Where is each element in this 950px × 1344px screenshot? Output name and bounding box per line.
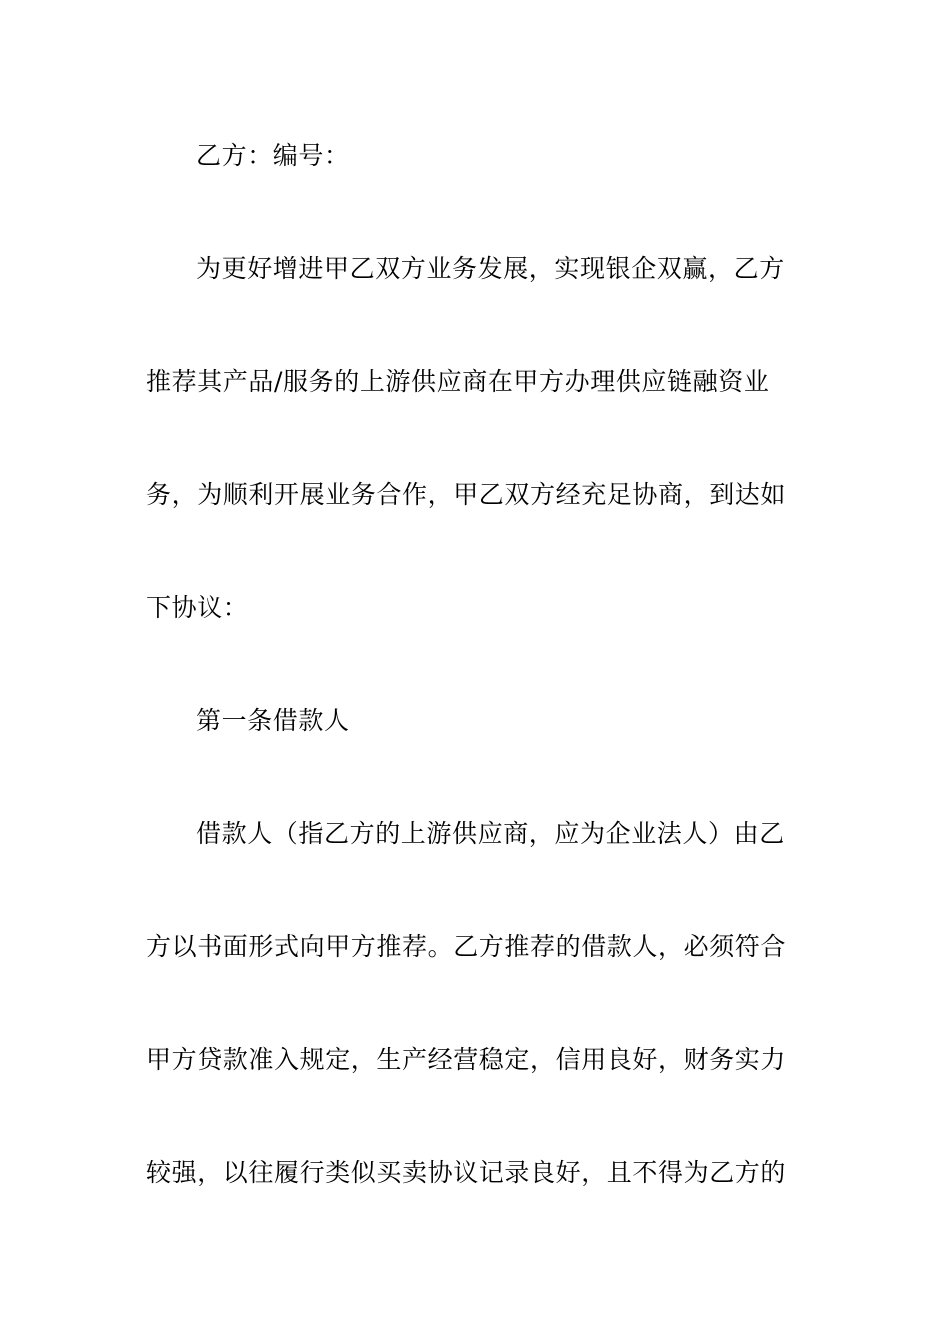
party-b-number-line: 乙方：编号： — [196, 141, 350, 170]
paragraph-intro-line-1: 为更好增进甲乙双方业务发展，实现银企双赢，乙方 — [196, 254, 785, 283]
article-1-line-1: 借款人（指乙方的上游供应商，应为企业法人）由乙 — [196, 819, 785, 848]
article-1-line-3: 甲方贷款准入规定，生产经营稳定，信用良好，财务实力 — [146, 1045, 787, 1074]
article-1-line-4: 较强，以往履行类似买卖协议记录良好，且不得为乙方的 — [146, 1158, 787, 1187]
paragraph-intro-line-2: 推荐其产品/服务的上游供应商在甲方办理供应链融资业 — [146, 367, 770, 396]
paragraph-intro-line-3: 务，为顺利开展业务合作，甲乙双方经充足协商，到达如 — [146, 480, 787, 509]
paragraph-intro-line-4: 下协议： — [146, 593, 249, 622]
article-1-heading: 第一条借款人 — [196, 706, 350, 735]
article-1-line-2: 方以书面形式向甲方推荐。乙方推荐的借款人，必须符合 — [146, 932, 787, 961]
